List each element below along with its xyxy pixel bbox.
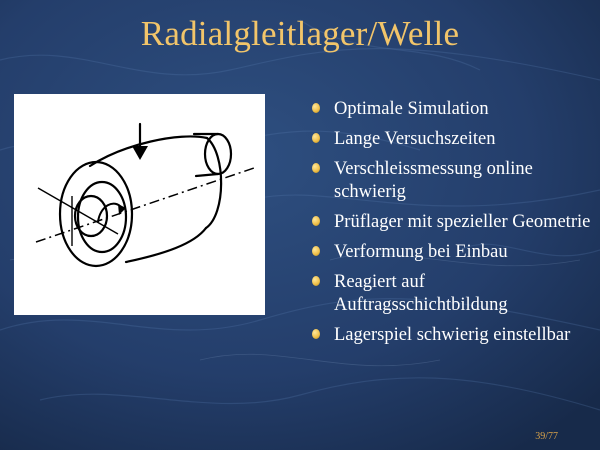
bullet-dot-icon xyxy=(312,163,320,173)
bullet-list xyxy=(312,98,592,354)
bullet-text: Verschleissmessung online schwierig xyxy=(334,159,533,202)
bullet-dot-icon xyxy=(312,216,320,226)
bullet-text: Prüflager mit spezieller Geometrie xyxy=(334,212,591,232)
slide-title: Radialgleitlager/Welle xyxy=(140,14,460,53)
bullet-item xyxy=(312,211,592,234)
bullet-dot-icon xyxy=(312,276,320,286)
bullet-dot-icon xyxy=(312,133,320,143)
bullet-item xyxy=(312,98,592,121)
bullet-dot-icon xyxy=(312,246,320,256)
bullet-text: Lagerspiel schwierig einstellbar xyxy=(334,325,571,345)
bullet-item xyxy=(312,241,592,264)
bullet-text: Lange Versuchszeiten xyxy=(334,129,496,149)
bullet-item xyxy=(312,324,592,347)
bullet-text: Verformung bei Einbau xyxy=(334,242,508,262)
bullet-item xyxy=(312,271,592,317)
bullet-dot-icon xyxy=(312,103,320,113)
bullet-text: Reagiert auf Auftragsschichtbildung xyxy=(334,272,508,315)
bullet-item xyxy=(312,158,592,204)
bearing-illustration xyxy=(14,94,265,315)
bullet-dot-icon xyxy=(312,329,320,339)
radial-bearing-shaft-icon xyxy=(14,94,265,315)
page-number: 39/77 xyxy=(535,431,558,442)
bullet-item xyxy=(312,128,592,151)
bullet-text: Optimale Simulation xyxy=(334,99,489,119)
